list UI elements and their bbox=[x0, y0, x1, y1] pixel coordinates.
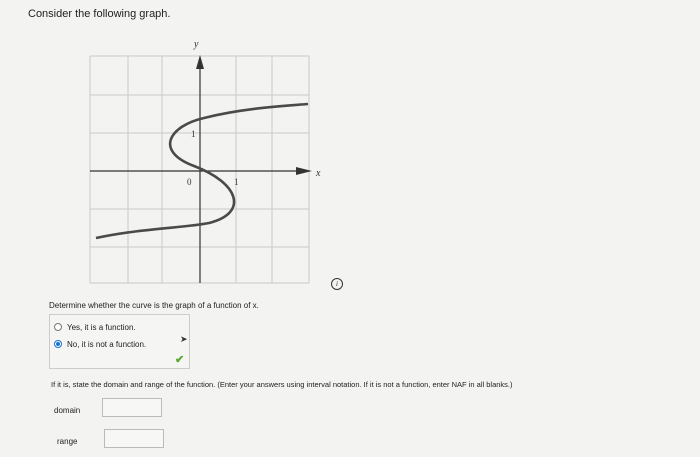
x-axis-arrow bbox=[296, 167, 312, 175]
mouse-cursor-icon: ➤ bbox=[180, 334, 188, 344]
correct-check-icon: ✔ bbox=[175, 354, 185, 366]
x-tick-1-label: 1 bbox=[234, 177, 239, 187]
instructions-text: If it is, state the domain and range of the function. (Enter your answers using interval notation. If it is not a function, enter NAF in all blanks.) bbox=[51, 380, 513, 389]
prompt-text: Consider the following graph. bbox=[28, 8, 171, 20]
answer-choices bbox=[49, 314, 190, 369]
domain-label: domain bbox=[54, 406, 81, 415]
x-axis-label: x bbox=[316, 168, 321, 179]
origin-label: 0 bbox=[187, 177, 192, 187]
radio-yes[interactable] bbox=[54, 323, 62, 331]
question-text: Determine whether the curve is the graph of a function of x. bbox=[49, 301, 259, 310]
choice-yes-label: Yes, it is a function. bbox=[67, 322, 136, 332]
range-input[interactable] bbox=[104, 429, 164, 448]
y-tick-1-label: 1 bbox=[191, 129, 196, 139]
range-label: range bbox=[57, 437, 78, 446]
choice-yes[interactable] bbox=[54, 321, 136, 333]
y-axis-arrow bbox=[196, 55, 204, 69]
info-icon[interactable]: i bbox=[331, 278, 343, 290]
domain-input[interactable] bbox=[102, 398, 162, 417]
radio-no[interactable] bbox=[54, 340, 62, 348]
choice-no-label: No, it is not a function. bbox=[67, 339, 147, 349]
y-axis-label: y bbox=[194, 39, 199, 50]
choice-no[interactable] bbox=[54, 338, 146, 350]
function-graph bbox=[84, 38, 324, 288]
